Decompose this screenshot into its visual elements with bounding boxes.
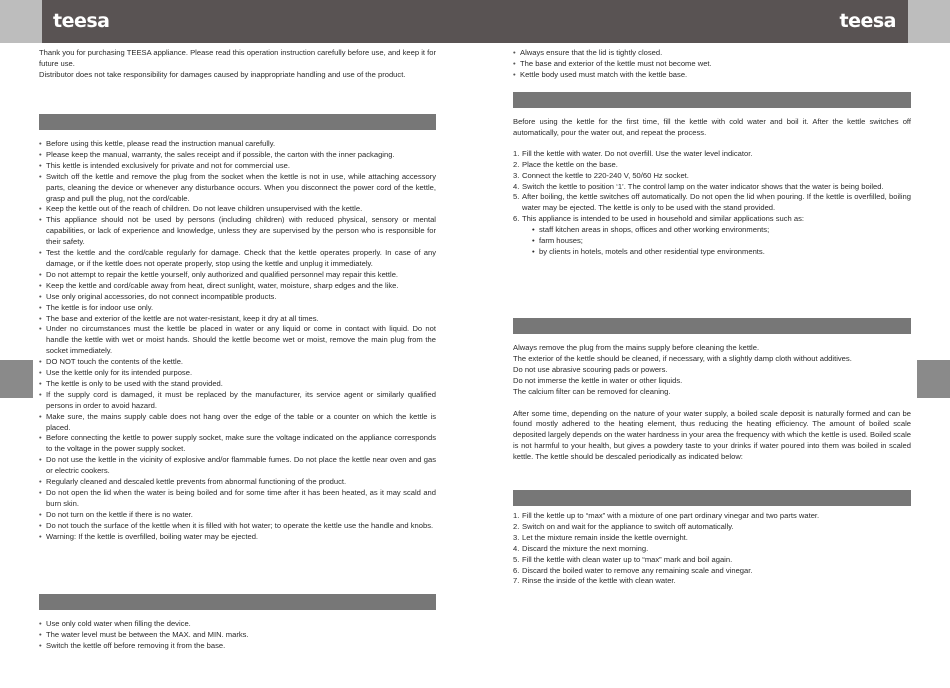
usage-continued (513, 48, 911, 81)
list-item: • Do not attempt to repair the kettle yourself, only authorized and qualified personnel may repair this kettle. (39, 270, 436, 281)
header-corner-left (0, 0, 42, 43)
list-item: • Do not turn on the kettle if there is no water. (39, 510, 436, 521)
cleaning-line: Do not immerse the kettle in water or other liquids. (513, 375, 683, 385)
intro-paragraph-1: Thank you for purchasing TEESA appliance. Please read this operation instruction carefully before use, and keep it for future use. (39, 48, 436, 68)
list-item: • Before connecting the kettle to power supply socket, make sure the voltage indicated on the appliance corresponds to the voltage in the power supply socket. (39, 433, 436, 455)
safety-list (39, 139, 436, 543)
list-item: • Use the kettle only for its intended purpose. (39, 368, 436, 379)
list-item: • Keep the kettle out of the reach of children. Do not leave children unsupervised with the kettle. (39, 204, 436, 215)
descale-section-header-bar (513, 490, 911, 506)
safety-section (39, 114, 436, 543)
list-item: 1. Fill the kettle with water. Do not overfill. Use the water level indicator. (513, 148, 753, 158)
page-side-tab-right (917, 360, 950, 398)
list-item: • Do not touch the surface of the kettle when it is filled with hot water; to operate the kettle use the handle and knobs. (39, 521, 436, 532)
cleaning-section (513, 318, 911, 463)
descale-steps (513, 511, 911, 587)
cleaning-line: Always remove the plug from the mains supply before cleaning the kettle. (513, 343, 760, 352)
list-item: • Warning: If the kettle is overfilled, boiling water may be ejected. (39, 532, 436, 543)
list-item: • Do not use the kettle in the vicinity of explosive and/or flammable fumes. Do not place the kettle near oven and gas or electric cookers. (39, 455, 436, 477)
cleaning-line: Do not use abrasive scouring pads or powers. (513, 364, 668, 374)
list-item: 4. Discard the mixture the next morning. (513, 543, 649, 553)
list-item: • Switch the kettle off before removing it from the base. (39, 641, 436, 652)
list-item: • Regularly cleaned and descaled kettle prevents from abnormal functioning of the product. (39, 477, 436, 488)
page-side-tab-left (0, 360, 33, 398)
list-item: • Use only cold water when filling the device. (39, 619, 436, 630)
list-item: • staff kitchen areas in shops, offices and other working environments; (532, 225, 911, 236)
list-item: • Switch off the kettle and remove the plug from the socket when the kettle is not in use, while attaching accessory parts, cleaning the device or whenever any disturbance occurs. When you disconnect the power cord of the kettle, grasp and pull the plug, not the cord/cable. (39, 172, 436, 205)
list-item: 5. After boiling, the kettle switches off automatically. Do not open the lid when pouring. If the kettle is overfilled, boiling water may be ejected. The kettle is only to be used with the stand provided. (513, 192, 911, 213)
descale-paragraph: After some time, depending on the nature of your water supply, a boiled scale deposit is naturally formed and can be found mostly adhered to the heating element, thus reducing the heating efficiency. The amount of boiled scale deposited largely depends on the water hardness in your area the frequency with which the kettle is used. Boiled scale is not harmful to your health, but gives a powdery taste to your drinks if water poured into them was boiled in scaled kettle. The kettle should be descaled periodically as indicated below: (513, 408, 911, 462)
list-item: 2. Place the kettle on the base. (513, 159, 618, 169)
list-item: • The base and exterior of the kettle must not become wet. (513, 59, 911, 70)
list-item: • Test the kettle and the cord/cable regularly for damage. Check that the kettle operates properly. In case of any damage, or if the kettle does not operate properly, stop using the kettle and unplug it immediately. (39, 248, 436, 270)
list-item: • DO NOT touch the contents of the kettle. (39, 357, 436, 368)
list-item: • Make sure, the mains supply cable does not hang over the edge of the table or a counter on which the kettle is placed. (39, 412, 436, 434)
list-item: • The water level must be between the MAX. and MIN. marks. (39, 630, 436, 641)
cleaning-line: The calcium filter can be removed for cleaning. (513, 386, 671, 396)
brand-logo-right: teesa (839, 10, 896, 32)
list-item: • This appliance should not be used by persons (including children) with reduced physical, sensory or mental capabilities, or lack of experience and knowledge, unless they are supervised by the person who is responsible for their safety. (39, 215, 436, 248)
usage-continued-list (513, 48, 911, 81)
list-item: 4. Switch the kettle to position ‘1’. The control lamp on the water indicator shows that the water is being boiled. (513, 181, 884, 191)
list-item: 7. Rinse the inside of the kettle with clean water. (513, 576, 676, 586)
list-item: • The kettle is only to be used with the stand provided. (39, 379, 436, 390)
intro-paragraph-2: Distributor does not take responsibility for damages caused by inappropriate handling and use of the product. (39, 69, 406, 79)
list-item: 6. Discard the boiled water to remove any remaining scale and vinegar. (513, 565, 753, 575)
list-item: • farm houses; (532, 236, 911, 247)
list-item: • Before using this kettle, please read the instruction manual carefully. (39, 139, 436, 150)
list-item: • The base and exterior of the kettle are not water-resistant, keep it dry at all times. (39, 314, 436, 325)
list-item: • This kettle is intended exclusively for private and not for commercial use. (39, 161, 436, 172)
first-use-paragraph: Before using the kettle for the first time, fill the kettle with cold water and boil it. After the kettle switches off automatically, pour the water out, and repeat the process. (513, 117, 911, 137)
list-item: • Use only original accessories, do not connect incompatible products. (39, 292, 436, 303)
operation-section-header-bar (513, 92, 911, 108)
operation-section (513, 92, 911, 258)
header-corner-right (908, 0, 950, 43)
list-item: • The kettle is for indoor use only. (39, 303, 436, 314)
cleaning-section-header-bar (513, 318, 911, 334)
usage-section (39, 594, 436, 652)
list-item: • Kettle body used must match with the kettle base. (513, 70, 911, 81)
operation-steps (513, 149, 911, 258)
brand-logo-left: teesa (53, 10, 110, 32)
list-item: • Please keep the manual, warranty, the sales receipt and if possible, the carton with the inner packaging. (39, 150, 436, 161)
list-item: 3. Let the mixture remain inside the kettle overnight. (513, 532, 688, 542)
safety-section-header-bar (39, 114, 436, 130)
cleaning-line: The exterior of the kettle should be cleaned, if necessary, with a slightly damp cloth without additives. (513, 353, 852, 363)
list-item: • Always ensure that the lid is tightly closed. (513, 48, 911, 59)
list-item: 2. Switch on and wait for the appliance to switch off automatically. (513, 521, 734, 531)
list-item: 1. Fill the kettle up to “max” with a mixture of one part ordinary vinegar and two parts water. (513, 511, 820, 520)
applications-list (532, 225, 911, 258)
list-item: • Do not open the lid when the water is being boiled and for some time after it has been heated, as it may scald and burn skin. (39, 488, 436, 510)
list-item: • If the supply cord is damaged, it must be replaced by the manufacturer, its service agent or similarly qualified persons in order to avoid hazard. (39, 390, 436, 412)
list-item: • Under no circumstances must the kettle be placed in water or any liquid or come in contact with liquid. Do not handle the kettle with wet or moist hands. Should the kettle become wet or moist, remove the main plug from the socket immediately. (39, 324, 436, 357)
list-item: • Keep the kettle and cord/cable away from heat, direct sunlight, water, moisture, sharp edges and the like. (39, 281, 436, 292)
usage-list (39, 619, 436, 652)
usage-section-header-bar (39, 594, 436, 610)
descale-section (513, 490, 911, 587)
left-page (39, 48, 436, 81)
cleaning-text (513, 343, 911, 398)
list-item: • by clients in hotels, motels and other residential type environments. (532, 247, 911, 258)
list-item: 3. Connect the kettle to 220-240 V, 50/60 Hz socket. (513, 170, 689, 180)
list-item: 5. Fill the kettle with clean water up to “max” mark and boil again. (513, 554, 733, 564)
list-item: 6. This appliance is intended to be used in household and similar applications such as: • staff kitchen areas in shops, offices and other working environments; • farm houses; • by clients in hotels, motels and other residential type environments. (513, 214, 911, 258)
